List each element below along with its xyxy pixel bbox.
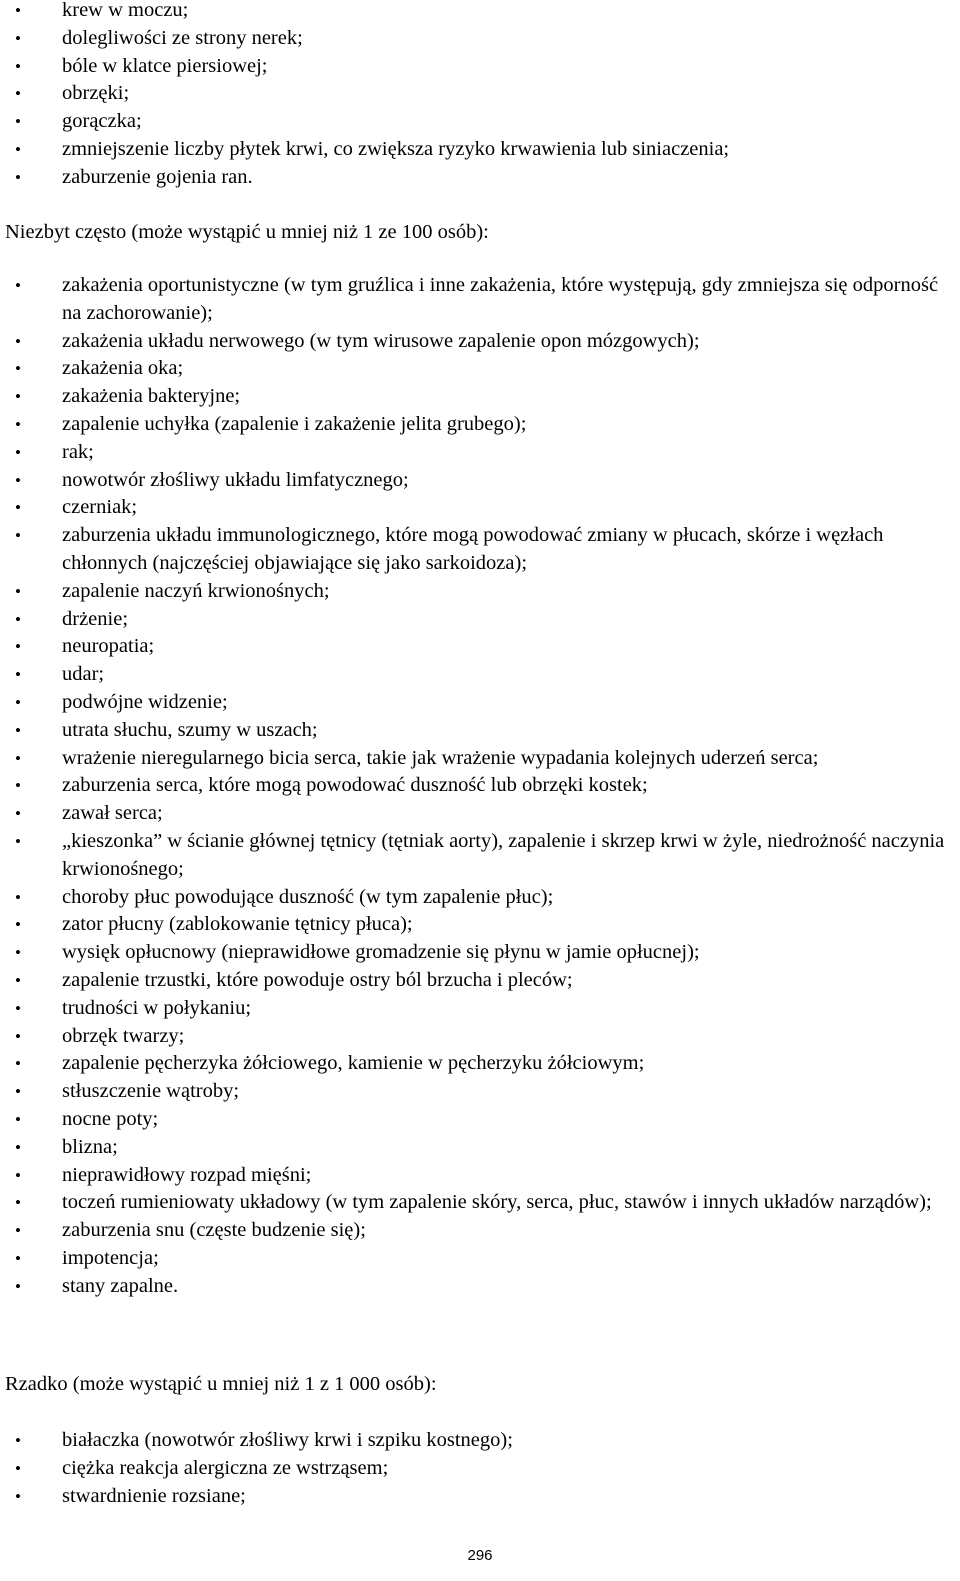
bullet-icon: •: [15, 1193, 21, 1213]
list-item: [0, 1050, 960, 1078]
bullet-icon: •: [15, 1109, 21, 1129]
list-item-text: utrata słuchu, szumy w uszach;: [62, 718, 318, 741]
list-item: [0, 828, 960, 884]
list-item-text: blizna;: [62, 1135, 118, 1158]
list-item: [0, 578, 960, 606]
list-item-text: choroby płuc powodujące duszność (w tym zapalenie płuc);: [62, 885, 554, 908]
list-item: [0, 355, 960, 383]
list-item-text: wrażenie nieregularnego bicia serca, takie jak wrażenie wypadania kolejnych uderzeń serca;: [62, 746, 819, 769]
list-item-text: stany zapalne.: [62, 1274, 179, 1297]
list-item-text: zakażenia układu nerwowego (w tym wirusowe zapalenie opon mózgowych);: [62, 329, 700, 352]
bullet-icon: •: [15, 1026, 21, 1046]
list-item: [0, 328, 960, 356]
list-item-text: nieprawidłowy rozpad mięśni;: [62, 1163, 312, 1186]
bullet-icon: •: [15, 1486, 21, 1506]
bullet-icon: •: [15, 665, 21, 685]
section-heading-uncommon: Niezbyt często (może wystąpić u mniej niż 1 ze 100 osób):: [5, 221, 489, 243]
list-item: [0, 911, 960, 939]
bullet-icon: •: [15, 28, 21, 48]
list-item: [0, 25, 960, 53]
bullet-icon: •: [15, 692, 21, 712]
list-item-text: zapalenie pęcherzyka żółciowego, kamienie w pęcherzyku żółciowym;: [62, 1052, 645, 1075]
bullet-icon: •: [15, 112, 21, 132]
list-item-text: podwójne widzenie;: [62, 690, 228, 713]
section-heading-rare: Rzadko (może wystąpić u mniej niż 1 z 1 000 osób):: [5, 1373, 437, 1395]
list-item-text: nocne poty;: [62, 1107, 159, 1130]
bullet-icon: •: [15, 1276, 21, 1296]
list-item: [0, 494, 960, 522]
bullet-icon: •: [15, 84, 21, 104]
list-item: [0, 383, 960, 411]
bullet-icon: •: [15, 1137, 21, 1157]
list-item: [0, 745, 960, 773]
list-item: [0, 411, 960, 439]
list-item: [0, 1162, 960, 1190]
bullet-icon: •: [15, 56, 21, 76]
list-item: [0, 0, 960, 25]
bullet-icon: •: [15, 970, 21, 990]
list-item-text: impotencja;: [62, 1246, 159, 1269]
list-item: [0, 1078, 960, 1106]
list-item-text: zapalenie trzustki, które powoduje ostry ból brzucha i pleców;: [62, 968, 573, 991]
bullet-icon: •: [15, 943, 21, 963]
list-item-text: zaburzenia układu immunologicznego, które mogą powodować zmiany w płucach, skórze i węzłach chłonnych (najczęściej objawiające się jako sarkoidoza);: [62, 524, 884, 574]
bullet-icon: •: [15, 998, 21, 1018]
bullet-icon: •: [15, 442, 21, 462]
bullet-icon: •: [15, 609, 21, 629]
bullet-icon: •: [15, 387, 21, 407]
list-item-text: gorączka;: [62, 110, 142, 133]
bullet-icon: •: [15, 167, 21, 187]
list-item: [0, 884, 960, 912]
list-item: [0, 967, 960, 995]
list-item-text: zaburzenia snu (częste budzenie się);: [62, 1219, 366, 1242]
list-item: [0, 53, 960, 81]
list-item-text: obrzęk twarzy;: [62, 1024, 185, 1047]
list-item: [0, 800, 960, 828]
list-item-text: stwardnienie rozsiane;: [62, 1484, 246, 1507]
list-item-text: nowotwór złośliwy układu limfatycznego;: [62, 468, 409, 491]
bullet-icon: •: [15, 776, 21, 796]
bullet-icon: •: [15, 139, 21, 159]
bullet-icon: •: [15, 637, 21, 657]
list-item: [0, 1217, 960, 1245]
bullet-icon: •: [15, 1054, 21, 1074]
page-number: 296: [467, 1547, 493, 1564]
list-item-text: zawał serca;: [62, 802, 163, 825]
list-item-text: drżenie;: [62, 607, 129, 630]
list-item-text: zmniejszenie liczby płytek krwi, co zwiększa ryzyko krwawienia lub siniaczenia;: [62, 137, 730, 160]
list-item: [0, 136, 960, 164]
list-item: [0, 164, 960, 192]
list-item-text: zapalenie uchyłka (zapalenie i zakażenie jelita grubego);: [62, 412, 527, 435]
list-item: [0, 439, 960, 467]
side-effects-list-rare: [0, 1427, 960, 1510]
list-item-text: rak;: [62, 440, 94, 463]
list-item-text: dolegliwości ze strony nerek;: [62, 26, 303, 49]
list-item: [0, 1106, 960, 1134]
bullet-icon: •: [15, 720, 21, 740]
bullet-icon: •: [15, 1248, 21, 1268]
list-item-text: ciężka reakcja alergiczna ze wstrząsem;: [62, 1456, 389, 1479]
list-item: [0, 689, 960, 717]
bullet-icon: •: [15, 1458, 21, 1478]
list-item: [0, 1134, 960, 1162]
list-item-text: białaczka (nowotwór złośliwy krwi i szpiku kostnego);: [62, 1429, 513, 1451]
list-item: [0, 80, 960, 108]
bullet-icon: •: [15, 414, 21, 434]
list-item: [0, 772, 960, 800]
list-item: [0, 1273, 960, 1301]
list-item: [0, 467, 960, 495]
list-item: [0, 1245, 960, 1273]
list-item: [0, 1189, 960, 1217]
bullet-icon: •: [15, 498, 21, 518]
bullet-icon: •: [15, 526, 21, 546]
list-item: [0, 633, 960, 661]
list-item-text: krew w moczu;: [62, 0, 189, 21]
bullet-icon: •: [15, 1165, 21, 1185]
list-item: [0, 995, 960, 1023]
list-item-text: zapalenie naczyń krwionośnych;: [62, 579, 330, 602]
list-item: [0, 1427, 960, 1455]
bullet-icon: •: [15, 831, 21, 851]
bullet-icon: •: [15, 915, 21, 935]
list-item: [0, 661, 960, 689]
list-item-text: trudności w połykaniu;: [62, 996, 252, 1019]
list-item-text: toczeń rumieniowaty układowy (w tym zapalenie skóry, serca, płuc, stawów i innych układów narządów);: [62, 1191, 932, 1214]
list-item-text: obrzęki;: [62, 82, 130, 105]
list-item-text: neuropatia;: [62, 635, 155, 658]
list-item-text: zator płucny (zablokowanie tętnicy płuca);: [62, 913, 413, 936]
list-item: [0, 108, 960, 136]
list-item: [0, 717, 960, 745]
list-item-text: wysięk opłucnowy (nieprawidłowe gromadzenie się płynu w jamie opłucnej);: [62, 941, 700, 964]
bullet-icon: •: [15, 1431, 21, 1450]
bullet-icon: •: [15, 748, 21, 768]
list-item-text: zakażenia oportunistyczne (w tym gruźlica i inne zakażenia, które występują, gdy zmniejsza się odporność na zachorowanie);: [62, 274, 939, 324]
list-item-text: stłuszczenie wątroby;: [62, 1080, 240, 1103]
list-item: [0, 1455, 960, 1483]
bullet-icon: •: [15, 470, 21, 490]
list-item-text: czerniak;: [62, 496, 138, 519]
bullet-icon: •: [15, 804, 21, 824]
list-item: [0, 1023, 960, 1051]
list-item-text: udar;: [62, 663, 105, 686]
list-item: [0, 522, 960, 578]
bullet-icon: •: [15, 359, 21, 379]
list-item-text: „kieszonka” w ścianie głównej tętnicy (tętniak aorty), zapalenie i skrzep krwi w żyle, niedrożność naczynia krwionośnego;: [62, 829, 945, 880]
side-effects-list-uncommon: [0, 272, 960, 1300]
bullet-icon: •: [15, 331, 21, 351]
list-item-text: zaburzenie gojenia ran.: [62, 165, 253, 188]
bullet-icon: •: [15, 1221, 21, 1241]
list-item-text: zaburzenia serca, które mogą powodować duszność lub obrzęki kostek;: [62, 774, 648, 797]
list-item-text: bóle w klatce piersiowej;: [62, 54, 268, 77]
list-item: [0, 606, 960, 634]
list-item-text: zakażenia oka;: [62, 357, 184, 380]
list-item: [0, 939, 960, 967]
bullet-icon: •: [15, 276, 21, 295]
list-item: [0, 1483, 960, 1511]
side-effects-list-top: [0, 0, 960, 192]
bullet-icon: •: [15, 581, 21, 601]
list-item-text: zakażenia bakteryjne;: [62, 385, 241, 408]
bullet-icon: •: [15, 887, 21, 907]
bullet-icon: •: [15, 1, 21, 20]
list-item: [0, 272, 960, 328]
bullet-icon: •: [15, 1082, 21, 1102]
